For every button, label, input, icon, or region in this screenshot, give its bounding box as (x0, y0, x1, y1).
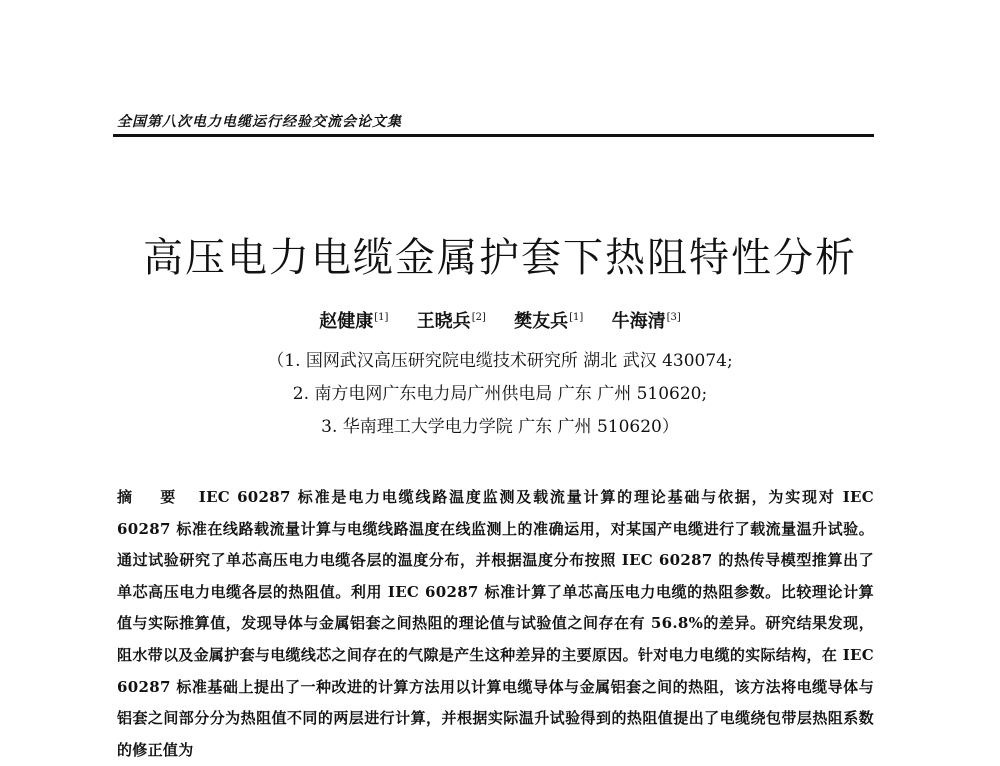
author-ref: [2] (471, 312, 486, 323)
author (319, 307, 388, 333)
author-ref: [1] (374, 312, 389, 323)
author-name: 樊友兵 (514, 311, 569, 332)
author-ref: [3] (666, 312, 681, 323)
header-rule (113, 134, 874, 137)
paper-title: 高压电力电缆金属护套下热阻特性分析 (143, 235, 857, 281)
affiliation-line: （1. 国网武汉高压研究院电缆技术研究所 湖北 武汉 430074; (267, 351, 733, 371)
affiliation-line: 2. 南方电网广东电力局广州供电局 广东 广州 510620; (292, 384, 708, 404)
abstract-label: 摘 要 (117, 488, 187, 506)
affiliation-line: 3. 华南理工大学电力学院 广东 广州 510620） (321, 417, 679, 437)
author-ref: [1] (569, 312, 584, 323)
author (514, 307, 583, 333)
author-name: 王晓兵 (416, 311, 471, 332)
author-list (0, 307, 1000, 333)
abstract (117, 482, 874, 766)
author (417, 307, 486, 333)
author-name: 牛海清 (611, 311, 666, 332)
affiliation-list (0, 345, 1000, 444)
running-header: 全国第八次电力电缆运行经验交流会论文集 (117, 114, 402, 130)
abstract-text: IEC 60287 标准是电力电缆线路温度监测及载流量计算的理论基础与依据，为实现对 IEC 60287 标准在线路载流量计算与电缆线路温度在线监测上的准确运用，对某国产电缆进行了载流量温升试验。通过试验研究了单芯高压电力电缆各层的温度分布，并根据温度分布按照 IEC 60287 的热传导模型推算出了单芯高压电力电缆各层的热阻值。利用 IEC 60287 标准计算了单芯高压电力电缆的热阻参数。比较理论计算值与实际推算值，发现导体与金属铝套之间热阻的理论值与试验值之间存在有 56.8%的差异。研究结果发现，阻水带以及金属护套与电缆线芯之间存在的气隙是产生这种差异的主要原因。针对电力电缆的实际结构，在 IEC 60287 标准基础上提出了一种改进的计算方法用以计算电缆导体与金属铝套之间的热阻，该方法将电缆导体与铝套之间部分分为热阻值不同的两层进行计算，并根据实际温升试验得到的热阻值提出了电缆绕包带层热阻系数的修正值为 (117, 488, 874, 759)
author-name: 赵健康 (319, 311, 374, 332)
author (612, 307, 681, 333)
